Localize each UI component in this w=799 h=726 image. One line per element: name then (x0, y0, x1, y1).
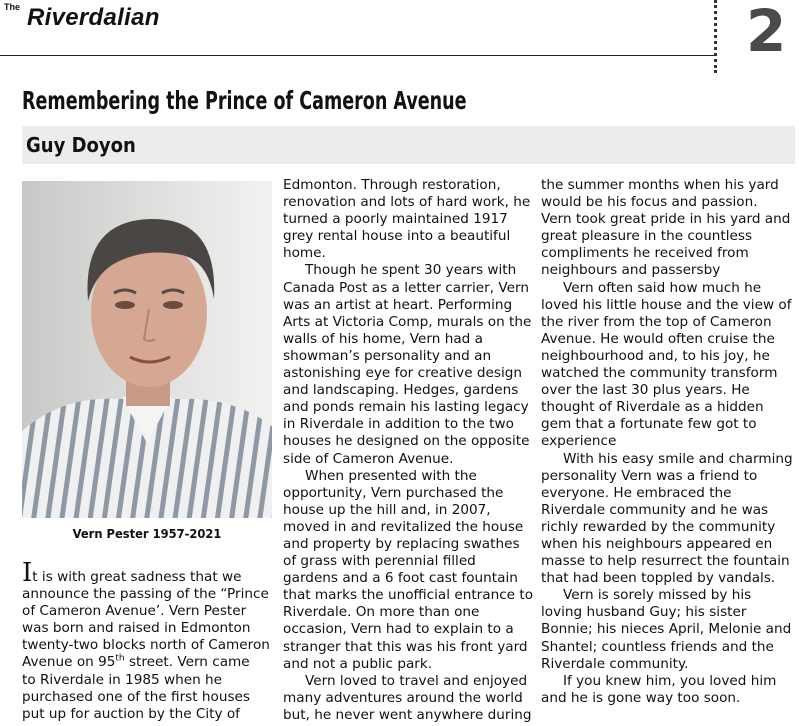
column-1-line: was born and raised in Edmonton (22, 620, 251, 637)
column-3-line: over the last 30 plus years. He (541, 382, 750, 399)
column-2-line: Though he spent 30 years with (305, 262, 517, 279)
column-3 (541, 177, 797, 707)
column-3-line: great pleasure in the countless (541, 228, 753, 245)
column-3-line: personality Vern was a friend to (541, 467, 758, 484)
column-2-line: gardens and a 6 foot cast fountain (283, 570, 518, 587)
drop-cap: I (22, 558, 33, 588)
column-2-line: Vern loved to travel and enjoyed (305, 672, 528, 689)
column-3-line: neighbours and passersby (541, 262, 721, 279)
column-3-line: thought of Riverdale as a hidden (541, 399, 764, 416)
column-1-line: put up for auction by the City of (22, 705, 240, 722)
column-3-line: watched the community transform (541, 365, 778, 382)
column-2-line: Riverdale. On more than one (283, 604, 480, 621)
column-2-line: walls of his home, Vern had a (283, 330, 483, 347)
column-1 (22, 558, 272, 723)
column-2-line: and not a public park. (283, 655, 433, 672)
column-2-line: occasion, Vern had to explain to a (283, 621, 514, 638)
photo-caption: Vern Pester 1957-2021 (72, 526, 222, 541)
column-2-line: stranger that this was his front yard (283, 638, 528, 655)
column-2-line: grey rental house into a beautiful (283, 228, 511, 245)
column-2-line: showman’s personality and an (283, 347, 492, 364)
column-3-line: Riverdale community and he was (541, 501, 769, 518)
column-2-line: opportunity, Vern purchased the (283, 484, 504, 501)
column-2-line: in Riverdale in addition to the two (283, 416, 514, 433)
column-2-line: home. (283, 245, 326, 262)
column-2-line: was an artist at heart. Performing (283, 296, 513, 313)
column-2-line: Arts at Victoria Comp, murals on the (283, 313, 532, 330)
newsletter-name: Riverdalian (27, 4, 160, 31)
column-1-line: Avenue on 95th street. Vern came (22, 653, 250, 671)
masthead-the: The (4, 2, 21, 12)
portrait-photo (22, 181, 272, 518)
column-3-line: loving husband Guy; his sister (541, 604, 747, 621)
column-3-line: Shantel; countless friends and the (541, 638, 774, 655)
dotted-divider (714, 0, 717, 73)
column-2-line: astonishing eye for creative design (283, 365, 522, 382)
column-3-line: masse to help resurrect the fountain (541, 553, 790, 570)
column-1-line: announce the passing of the “Prince (22, 586, 269, 603)
column-3-line: that had been toppled by vandals. (541, 570, 776, 587)
column-3-line: loved his little house and the view of (541, 296, 792, 313)
column-1-line: purchased one of the first houses (22, 688, 250, 705)
column-3-line: Vern is sorely missed by his (563, 587, 752, 604)
column-3-line: compliments he received from (541, 245, 749, 262)
column-3-line: and he is gone way too soon. (541, 689, 741, 706)
column-3-line: Avenue. He would often cruise the (541, 330, 775, 347)
column-1-line: to Riverdale in 1985 when he (22, 671, 223, 688)
column-3-line: Bonnie; his nieces April, Melonie and (541, 621, 792, 638)
column-3-line: the river from the top of Cameron (541, 313, 772, 330)
portrait-illustration (22, 181, 272, 518)
column-3-line: Vern often said how much he (563, 279, 762, 296)
byline-bar (22, 126, 795, 164)
column-2-line: renovation and lots of hard work, he (283, 194, 531, 211)
column-2-line: houses he designed on the opposite (283, 433, 530, 450)
column-2-line: of grass with perennial filled (283, 553, 476, 570)
column-1-line: It is with great sadness that we (22, 558, 242, 588)
column-3-line: richly rewarded by the community (541, 518, 776, 535)
column-3-line: With his easy smile and charming (563, 450, 793, 467)
column-3-line: experience (541, 433, 617, 450)
column-2-line: turned a poorly maintained 1917 (283, 211, 508, 228)
byline: Guy Doyon (26, 133, 136, 157)
column-3-line: gem that a fortunate few got to (541, 416, 757, 433)
column-2-line: and property by replacing swathes (283, 535, 520, 552)
column-2-line: side of Cameron Avenue. (283, 450, 454, 467)
page-number: 2 (746, 0, 787, 65)
column-3-line: Vern took great pride in his yard and (541, 211, 791, 228)
column-2-line: house up the hill and, in 2007, (283, 501, 491, 518)
column-1-line: of Cameron Avenue’. Vern Pester (22, 603, 247, 620)
masthead-rule (0, 55, 717, 56)
column-3-line: Riverdale community. (541, 655, 689, 672)
column-2-line: Edmonton. Through restoration, (283, 177, 501, 193)
column-2-line: When presented with the (305, 467, 477, 484)
column-2-line: that marks the unofficial entrance to (283, 587, 534, 604)
column-1-line: twenty-two blocks north of Cameron (22, 637, 270, 654)
column-3-line: would be his focus and passion. (541, 194, 758, 211)
column-2-line: moved in and revitalized the house (283, 518, 524, 535)
column-2-line: and landscaping. Hedges, gardens (283, 382, 519, 399)
column-3-line: the summer months when his yard (541, 177, 779, 193)
masthead (0, 0, 799, 65)
column-2-line: but, he never went anywhere during (283, 706, 532, 723)
column-3-line: If you knew him, you loved him (563, 672, 777, 689)
column-2-line: Canada Post as a letter carrier, Vern (283, 279, 529, 296)
column-3-line: neighbourhood and, to his joy, he (541, 347, 770, 364)
column-3-line: everyone. He embraced the (541, 484, 732, 501)
column-2-line: and ponds remain his lasting legacy (283, 399, 529, 416)
article-headline: Remembering the Prince of Cameron Avenue (22, 86, 467, 115)
column-2 (283, 177, 537, 724)
column-2-line: many adventures around the world (283, 689, 523, 706)
column-3-line: when his neighbours appeared en (541, 535, 773, 552)
